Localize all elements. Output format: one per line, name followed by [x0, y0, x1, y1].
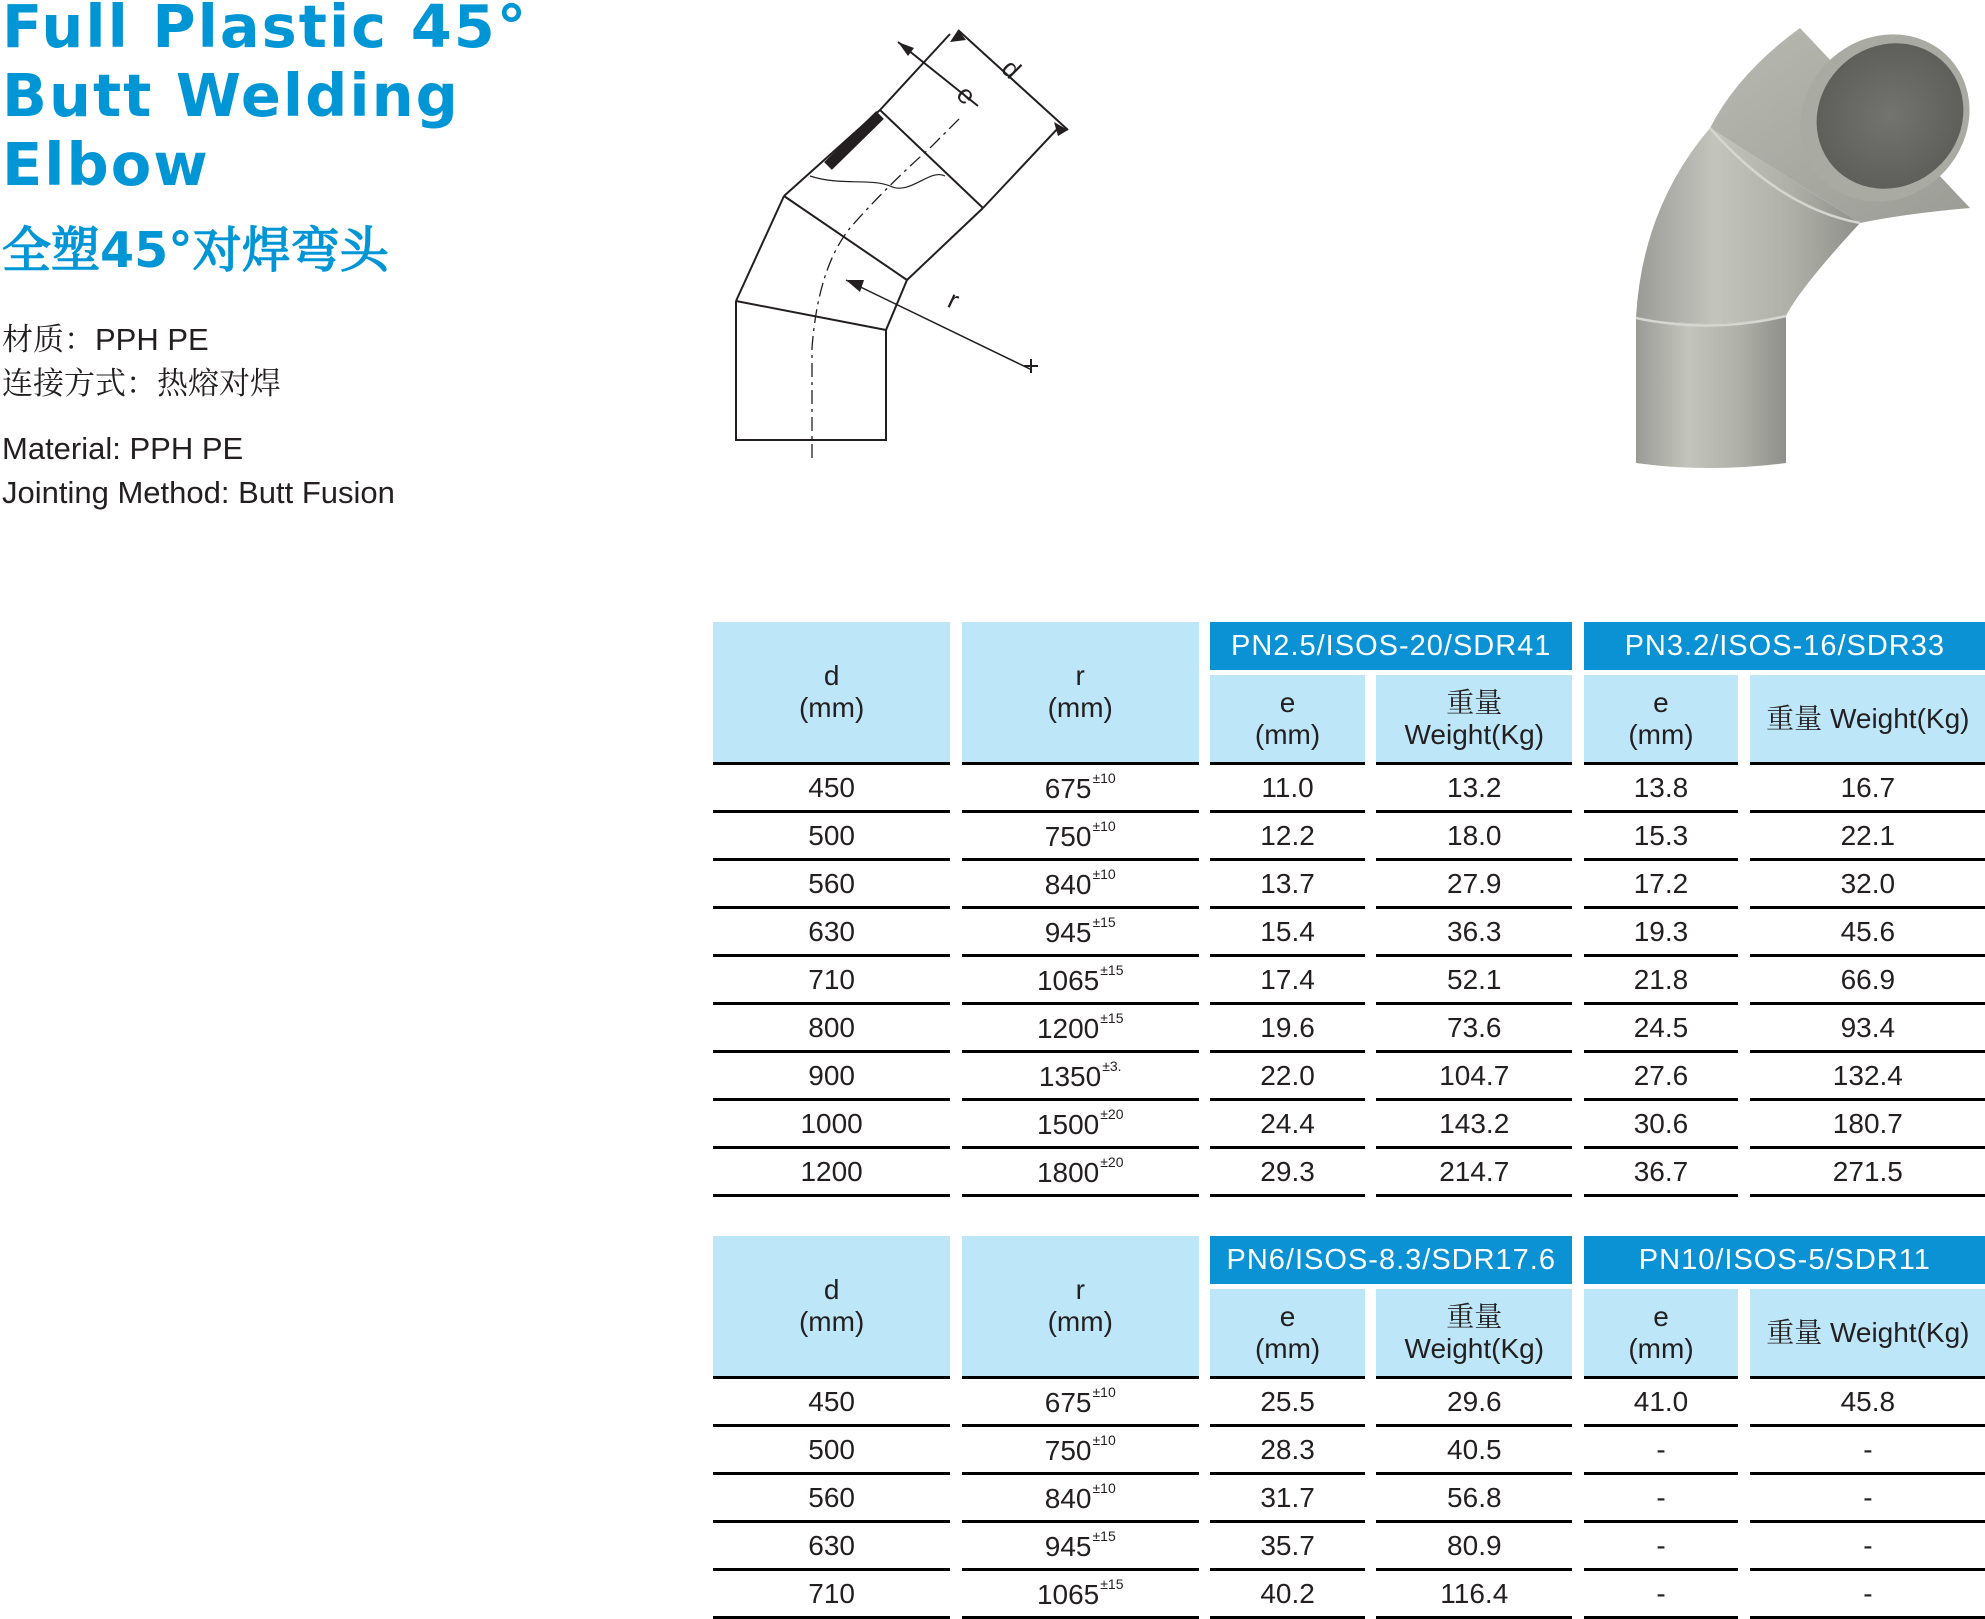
- cell-r: $840^{\pm 10}$: [962, 861, 1199, 909]
- cell-e: 31.7: [1210, 1475, 1365, 1523]
- tolerance: ±10: [1092, 866, 1116, 882]
- tolerance: ±15: [1100, 1576, 1124, 1592]
- cell-e: 13.7: [1210, 861, 1365, 909]
- table-row: [713, 765, 1985, 813]
- cell-e: 24.5: [1584, 1005, 1739, 1053]
- cell-weight: 104.7: [1376, 1053, 1572, 1101]
- cell-e: 30.6: [1584, 1101, 1739, 1149]
- cell-e: 40.2: [1210, 1571, 1365, 1619]
- cell-weight: 271.5: [1750, 1149, 1985, 1197]
- cell-e: 12.2: [1210, 813, 1365, 861]
- tolerance: ±20: [1100, 1154, 1124, 1170]
- cell-d: 800: [713, 1005, 950, 1053]
- cell-e: -: [1584, 1427, 1739, 1475]
- table-row: [713, 1427, 1985, 1475]
- title-line-3: Elbow: [2, 130, 210, 199]
- cell-d: 900: [713, 1053, 950, 1101]
- d-dimension-line: [958, 30, 1068, 130]
- table-row: [713, 1571, 1985, 1619]
- cell-d: 1200: [713, 1149, 950, 1197]
- cell-weight: 93.4: [1750, 1005, 1985, 1053]
- cell-d: 1000: [713, 1101, 950, 1149]
- cell-e: 15.4: [1210, 909, 1365, 957]
- col-header-e: e (mm): [1210, 1289, 1365, 1379]
- wall-thickness-bar: [828, 115, 880, 166]
- material-en: Material: PPH PE: [2, 431, 244, 466]
- table-row: [713, 861, 1985, 909]
- cell-weight: 45.8: [1750, 1379, 1985, 1427]
- title-line-2: Butt Welding: [2, 61, 460, 130]
- cell-e: 11.0: [1210, 765, 1365, 813]
- cell-e: 28.3: [1210, 1427, 1365, 1475]
- cell-r: $1065^{\pm 15}$: [962, 957, 1199, 1005]
- elbow-product-image: [1610, 18, 1985, 478]
- cell-weight: 32.0: [1750, 861, 1985, 909]
- cell-weight: 29.6: [1376, 1379, 1572, 1427]
- table-row: [713, 957, 1985, 1005]
- cell-weight: -: [1750, 1571, 1985, 1619]
- elbow-technical-drawing: [700, 18, 1100, 468]
- label-e: e: [950, 79, 983, 111]
- cell-e: 36.7: [1584, 1149, 1739, 1197]
- r-dimension-line: [846, 280, 1032, 370]
- cell-r: $1200^{\pm 15}$: [962, 1005, 1199, 1053]
- tolerance: ±10: [1092, 818, 1116, 834]
- cell-e: 27.6: [1584, 1053, 1739, 1101]
- cell-d: 710: [713, 1571, 950, 1619]
- group-header: PN10/ISOS-5/SDR11: [1584, 1236, 1985, 1284]
- col-header-d: d (mm): [713, 1236, 950, 1379]
- cell-weight: 27.9: [1376, 861, 1572, 909]
- table-row: [713, 909, 1985, 957]
- cell-d: 560: [713, 861, 950, 909]
- cell-e: 17.4: [1210, 957, 1365, 1005]
- table-row: [713, 1101, 1985, 1149]
- cell-d: 450: [713, 765, 950, 813]
- cell-weight: 13.2: [1376, 765, 1572, 813]
- table-row: [713, 1379, 1985, 1427]
- tolerance: ±20: [1100, 1106, 1124, 1122]
- table-row: [713, 1523, 1985, 1571]
- cell-weight: 16.7: [1750, 765, 1985, 813]
- spec-table-2: [713, 1236, 1985, 1619]
- group-header: PN2.5/ISOS-20/SDR41: [1210, 622, 1572, 670]
- cell-r: $750^{\pm 10}$: [962, 1427, 1199, 1475]
- cell-r: $1065^{\pm 15}$: [962, 1571, 1199, 1619]
- cell-d: 450: [713, 1379, 950, 1427]
- cell-r: $1350^{\pm 3.}$: [962, 1053, 1199, 1101]
- cell-weight: -: [1750, 1427, 1985, 1475]
- cell-e: 22.0: [1210, 1053, 1365, 1101]
- group-header: PN6/ISOS-8.3/SDR17.6: [1210, 1236, 1572, 1284]
- title-line-1: Full Plastic 45°: [2, 0, 529, 61]
- tolerance: ±10: [1092, 770, 1116, 786]
- cell-d: 630: [713, 909, 950, 957]
- cell-weight: -: [1750, 1523, 1985, 1571]
- tolerance: ±10: [1092, 1384, 1116, 1400]
- col-header-r: r (mm): [962, 1236, 1199, 1379]
- cell-e: 19.3: [1584, 909, 1739, 957]
- label-d: d: [995, 53, 1028, 85]
- cell-d: 500: [713, 1427, 950, 1475]
- cell-weight: 132.4: [1750, 1053, 1985, 1101]
- product-title: [2, 0, 528, 199]
- cell-weight: 214.7: [1376, 1149, 1572, 1197]
- spec-table-1: [713, 622, 1985, 1197]
- cell-r: $945^{\pm 15}$: [962, 909, 1199, 957]
- cell-e: 15.3: [1584, 813, 1739, 861]
- cell-e: -: [1584, 1571, 1739, 1619]
- tolerance: ±15: [1092, 914, 1116, 930]
- group-header: PN3.2/ISOS-16/SDR33: [1584, 622, 1985, 670]
- cell-weight: 116.4: [1376, 1571, 1572, 1619]
- cell-weight: 22.1: [1750, 813, 1985, 861]
- cell-e: 35.7: [1210, 1523, 1365, 1571]
- cell-weight: 56.8: [1376, 1475, 1572, 1523]
- cell-e: 21.8: [1584, 957, 1739, 1005]
- col-header-weight: 重量 Weight(Kg): [1376, 1289, 1572, 1379]
- cell-weight: 80.9: [1376, 1523, 1572, 1571]
- cell-r: $675^{\pm 10}$: [962, 1379, 1199, 1427]
- cell-r: $750^{\pm 10}$: [962, 813, 1199, 861]
- cell-e: 41.0: [1584, 1379, 1739, 1427]
- col-header-r: r (mm): [962, 622, 1199, 765]
- cell-r: $1800^{\pm 20}$: [962, 1149, 1199, 1197]
- cell-d: 500: [713, 813, 950, 861]
- cell-weight: 143.2: [1376, 1101, 1572, 1149]
- cell-weight: 18.0: [1376, 813, 1572, 861]
- cell-r: $675^{\pm 10}$: [962, 765, 1199, 813]
- cell-weight: 52.1: [1376, 957, 1572, 1005]
- col-header-d: d (mm): [713, 622, 950, 765]
- table-row: [713, 813, 1985, 861]
- tolerance: ±3.: [1102, 1058, 1122, 1074]
- cell-e: 13.8: [1584, 765, 1739, 813]
- jointing-cn: 连接方式：热熔对焊: [2, 366, 281, 401]
- cell-e: 25.5: [1210, 1379, 1365, 1427]
- jointing-en: Jointing Method: Butt Fusion: [2, 475, 395, 510]
- cell-e: 24.4: [1210, 1101, 1365, 1149]
- cell-e: -: [1584, 1523, 1739, 1571]
- tolerance: ±10: [1092, 1480, 1116, 1496]
- material-cn: 材质：PPH PE: [2, 322, 209, 357]
- cell-d: 560: [713, 1475, 950, 1523]
- cell-e: 17.2: [1584, 861, 1739, 909]
- product-title-cn: 全塑45°对焊弯头: [2, 222, 389, 279]
- bottom-segment: [736, 301, 886, 440]
- col-header-weight: 重量 Weight(Kg): [1750, 675, 1985, 765]
- table-row: [713, 1475, 1985, 1523]
- table-row: [713, 1149, 1985, 1197]
- cell-r: $1500^{\pm 20}$: [962, 1101, 1199, 1149]
- cell-e: 19.6: [1210, 1005, 1365, 1053]
- cell-e: 29.3: [1210, 1149, 1365, 1197]
- col-header-weight: 重量 Weight(Kg): [1376, 675, 1572, 765]
- cell-r: $945^{\pm 15}$: [962, 1523, 1199, 1571]
- cell-r: $840^{\pm 10}$: [962, 1475, 1199, 1523]
- cell-d: 630: [713, 1523, 950, 1571]
- cell-weight: 40.5: [1376, 1427, 1572, 1475]
- cell-weight: -: [1750, 1475, 1985, 1523]
- cell-weight: 180.7: [1750, 1101, 1985, 1149]
- cell-weight: 73.6: [1376, 1005, 1572, 1053]
- table-row: [713, 1053, 1985, 1101]
- tolerance: ±10: [1092, 1432, 1116, 1448]
- label-r: r: [943, 284, 965, 316]
- cell-weight: 66.9: [1750, 957, 1985, 1005]
- tolerance: ±15: [1092, 1528, 1116, 1544]
- cell-d: 710: [713, 957, 950, 1005]
- col-header-e: e (mm): [1584, 1289, 1739, 1379]
- tolerance: ±15: [1100, 1010, 1124, 1026]
- cell-weight: 45.6: [1750, 909, 1985, 957]
- col-header-e: e (mm): [1210, 675, 1365, 765]
- cell-weight: 36.3: [1376, 909, 1572, 957]
- tolerance: ±15: [1100, 962, 1124, 978]
- col-header-e: e (mm): [1584, 675, 1739, 765]
- cell-e: -: [1584, 1475, 1739, 1523]
- table-row: [713, 1005, 1985, 1053]
- col-header-weight: 重量 Weight(Kg): [1750, 1289, 1985, 1379]
